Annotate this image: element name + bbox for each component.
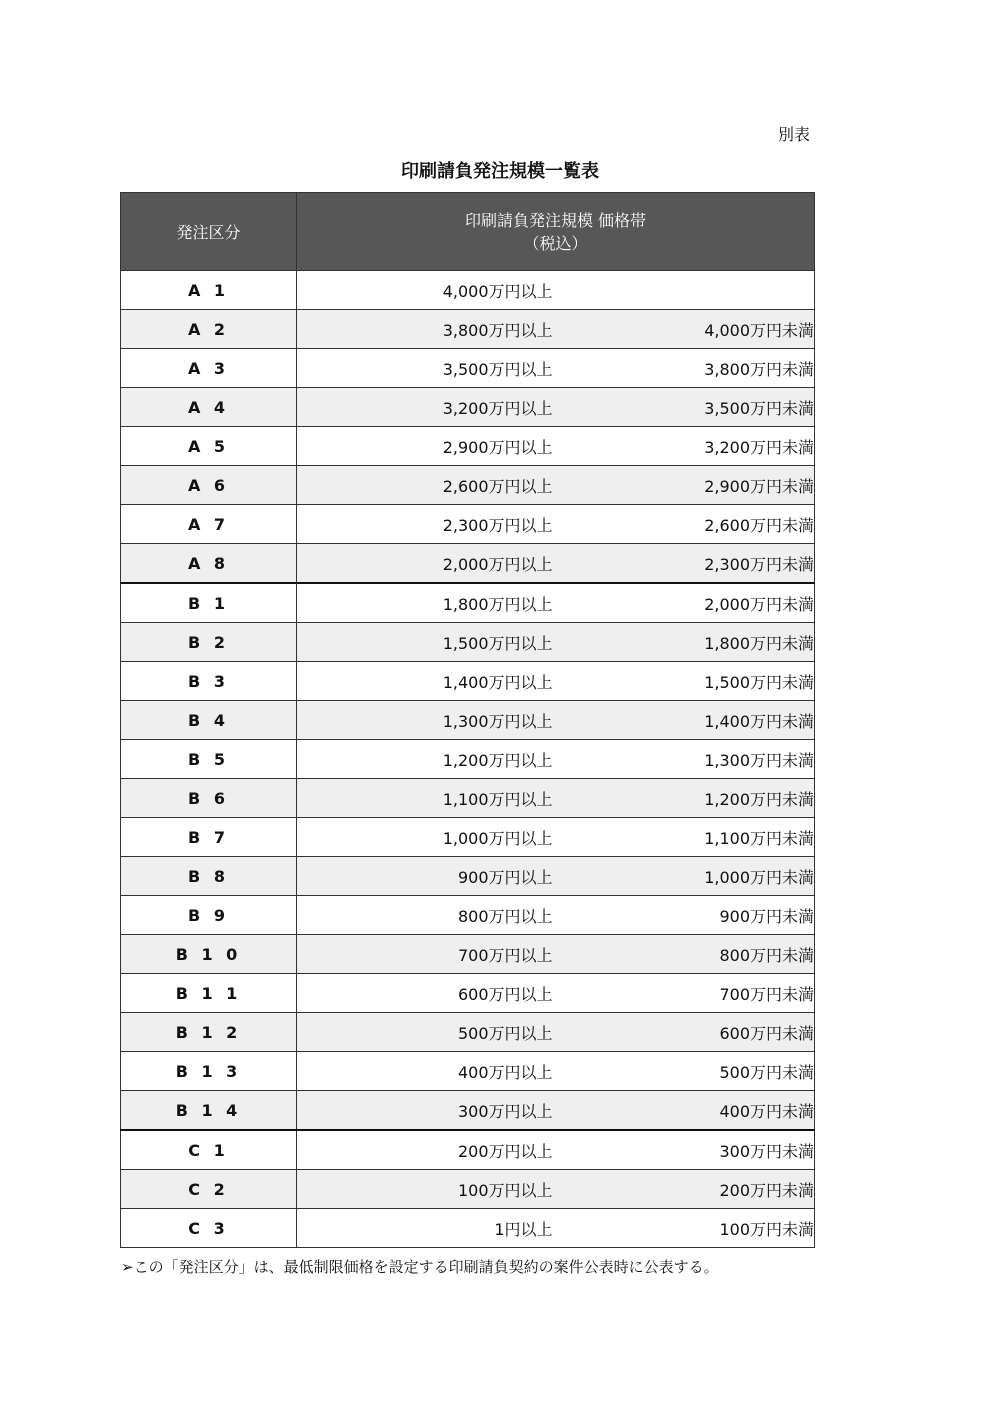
order-category-code: A 5 bbox=[121, 427, 297, 466]
table-row bbox=[121, 662, 815, 701]
order-category-code: B 4 bbox=[121, 701, 297, 740]
price-lower-bound: 1円以上 bbox=[297, 1209, 556, 1248]
order-category-code: A 6 bbox=[121, 466, 297, 505]
price-upper-bound: 1,100万円未満 bbox=[556, 818, 815, 857]
table-row bbox=[121, 1091, 815, 1131]
price-upper-bound: 3,800万円未満 bbox=[556, 349, 815, 388]
order-category-code: B 1 2 bbox=[121, 1013, 297, 1052]
price-upper-bound: 3,500万円未満 bbox=[556, 388, 815, 427]
price-lower-bound: 3,800万円以上 bbox=[297, 310, 556, 349]
price-upper-bound: 1,500万円未満 bbox=[556, 662, 815, 701]
price-lower-bound: 200万円以上 bbox=[297, 1130, 556, 1170]
price-lower-bound: 1,000万円以上 bbox=[297, 818, 556, 857]
order-category-code: C 2 bbox=[121, 1170, 297, 1209]
price-upper-bound: 400万円未満 bbox=[556, 1091, 815, 1131]
price-lower-bound: 700万円以上 bbox=[297, 935, 556, 974]
order-category-code: A 3 bbox=[121, 349, 297, 388]
order-category-code: B 8 bbox=[121, 857, 297, 896]
price-upper-bound: 2,900万円未満 bbox=[556, 466, 815, 505]
price-upper-bound: 100万円未満 bbox=[556, 1209, 815, 1248]
price-lower-bound: 300万円以上 bbox=[297, 1091, 556, 1131]
order-category-code: B 1 1 bbox=[121, 974, 297, 1013]
order-category-code: B 5 bbox=[121, 740, 297, 779]
price-lower-bound: 1,200万円以上 bbox=[297, 740, 556, 779]
order-category-code: A 4 bbox=[121, 388, 297, 427]
price-upper-bound: 700万円未満 bbox=[556, 974, 815, 1013]
price-upper-bound: 500万円未満 bbox=[556, 1052, 815, 1091]
table-row bbox=[121, 1130, 815, 1170]
price-upper-bound: 1,000万円未満 bbox=[556, 857, 815, 896]
order-scale-table bbox=[120, 192, 815, 1248]
price-lower-bound: 3,500万円以上 bbox=[297, 349, 556, 388]
order-category-code: B 7 bbox=[121, 818, 297, 857]
order-category-code: C 1 bbox=[121, 1130, 297, 1170]
order-category-code: B 9 bbox=[121, 896, 297, 935]
price-upper-bound bbox=[556, 271, 815, 310]
table-row bbox=[121, 740, 815, 779]
price-upper-bound: 1,300万円未満 bbox=[556, 740, 815, 779]
price-lower-bound: 1,800万円以上 bbox=[297, 583, 556, 623]
price-lower-bound: 1,100万円以上 bbox=[297, 779, 556, 818]
table-row bbox=[121, 505, 815, 544]
price-lower-bound: 900万円以上 bbox=[297, 857, 556, 896]
price-lower-bound: 2,600万円以上 bbox=[297, 466, 556, 505]
table-row bbox=[121, 427, 815, 466]
table-row bbox=[121, 583, 815, 623]
price-lower-bound: 2,300万円以上 bbox=[297, 505, 556, 544]
header-price-range bbox=[297, 193, 815, 271]
table-row bbox=[121, 623, 815, 662]
price-upper-bound: 800万円未満 bbox=[556, 935, 815, 974]
table-row bbox=[121, 779, 815, 818]
table-row bbox=[121, 1209, 815, 1248]
table-row bbox=[121, 857, 815, 896]
order-category-code: B 1 bbox=[121, 583, 297, 623]
table-row bbox=[121, 388, 815, 427]
price-upper-bound: 1,400万円未満 bbox=[556, 701, 815, 740]
table-body bbox=[121, 271, 815, 1248]
order-category-code: B 3 bbox=[121, 662, 297, 701]
table-row bbox=[121, 1052, 815, 1091]
price-upper-bound: 2,300万円未満 bbox=[556, 544, 815, 584]
price-lower-bound: 1,400万円以上 bbox=[297, 662, 556, 701]
price-lower-bound: 100万円以上 bbox=[297, 1170, 556, 1209]
table-row bbox=[121, 974, 815, 1013]
table-row bbox=[121, 701, 815, 740]
header-order-category: 発注区分 bbox=[121, 193, 297, 271]
order-category-code: C 3 bbox=[121, 1209, 297, 1248]
order-category-code: A 2 bbox=[121, 310, 297, 349]
price-upper-bound: 4,000万円未満 bbox=[556, 310, 815, 349]
price-upper-bound: 2,000万円未満 bbox=[556, 583, 815, 623]
price-upper-bound: 1,800万円未満 bbox=[556, 623, 815, 662]
table-row bbox=[121, 544, 815, 584]
table-row bbox=[121, 935, 815, 974]
order-category-code: B 1 4 bbox=[121, 1091, 297, 1131]
price-lower-bound: 600万円以上 bbox=[297, 974, 556, 1013]
price-lower-bound: 2,000万円以上 bbox=[297, 544, 556, 584]
price-upper-bound: 900万円未満 bbox=[556, 896, 815, 935]
table-row bbox=[121, 896, 815, 935]
header-price-range-tax-note: （税込） bbox=[523, 233, 588, 253]
order-category-code: B 1 3 bbox=[121, 1052, 297, 1091]
price-lower-bound: 1,500万円以上 bbox=[297, 623, 556, 662]
price-lower-bound: 3,200万円以上 bbox=[297, 388, 556, 427]
price-upper-bound: 1,200万円未満 bbox=[556, 779, 815, 818]
price-upper-bound: 600万円未満 bbox=[556, 1013, 815, 1052]
footnote: ➢この「発注区分」は、最低制限価格を設定する印刷請負契約の案件公表時に公表する。 bbox=[121, 1258, 719, 1276]
price-lower-bound: 800万円以上 bbox=[297, 896, 556, 935]
attachment-label: 別表 bbox=[777, 125, 810, 144]
order-category-code: B 2 bbox=[121, 623, 297, 662]
price-upper-bound: 2,600万円未満 bbox=[556, 505, 815, 544]
table-row bbox=[121, 466, 815, 505]
header-price-range-title: 印刷請負発注規模 価格帯 bbox=[464, 210, 647, 230]
price-lower-bound: 400万円以上 bbox=[297, 1052, 556, 1091]
order-category-code: A 1 bbox=[121, 271, 297, 310]
price-upper-bound: 200万円未満 bbox=[556, 1170, 815, 1209]
price-lower-bound: 1,300万円以上 bbox=[297, 701, 556, 740]
price-lower-bound: 500万円以上 bbox=[297, 1013, 556, 1052]
order-category-code: A 8 bbox=[121, 544, 297, 584]
price-lower-bound: 2,900万円以上 bbox=[297, 427, 556, 466]
price-lower-bound: 4,000万円以上 bbox=[297, 271, 556, 310]
table-row bbox=[121, 1013, 815, 1052]
order-category-code: B 6 bbox=[121, 779, 297, 818]
table-row bbox=[121, 349, 815, 388]
order-category-code: A 7 bbox=[121, 505, 297, 544]
price-upper-bound: 300万円未満 bbox=[556, 1130, 815, 1170]
table-row bbox=[121, 1170, 815, 1209]
table-row bbox=[121, 818, 815, 857]
table-row bbox=[121, 310, 815, 349]
table-row bbox=[121, 271, 815, 310]
order-category-code: B 1 0 bbox=[121, 935, 297, 974]
table-header-row bbox=[121, 193, 815, 271]
page-title: 印刷請負発注規模一覧表 bbox=[401, 161, 599, 182]
price-upper-bound: 3,200万円未満 bbox=[556, 427, 815, 466]
